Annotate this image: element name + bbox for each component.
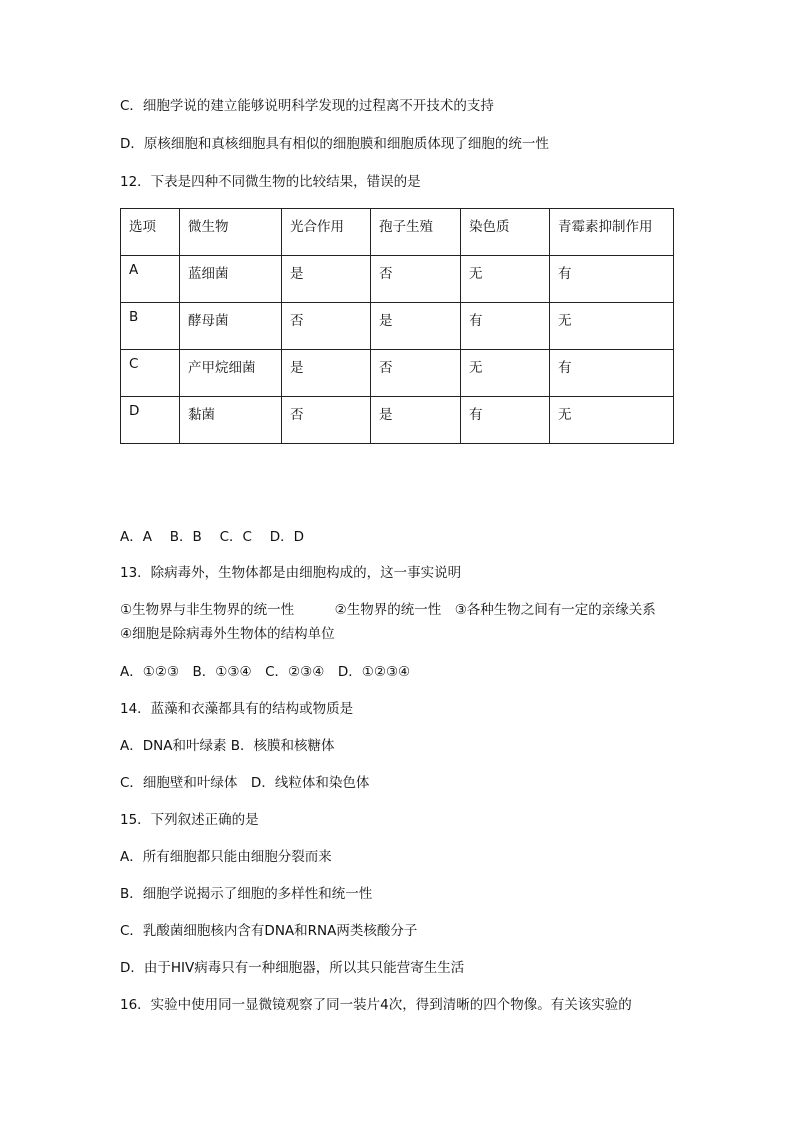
question-13-stem: 13．除病毒外，生物体都是由细胞构成的，这一事实说明: [120, 565, 462, 581]
table-cell: 是: [282, 350, 371, 397]
question-16-stem: 16．实验中使用同一显微镜观察了同一装片4次，得到清晰的四个物像。有关该实验的: [120, 997, 632, 1013]
table-cell: D: [121, 397, 180, 444]
table-header-cell: 光合作用: [282, 209, 371, 256]
table-cell: 有: [550, 350, 674, 397]
table-cell: 有: [461, 303, 550, 350]
question-14-stem: 14．蓝藻和衣藻都具有的结构或物质是: [120, 701, 354, 717]
table-cell: 否: [371, 256, 461, 303]
question-13-options: A．①②③ B．①③④ C．②③④ D．①②③④: [120, 664, 411, 680]
comparison-table: [120, 208, 674, 444]
table-cell: 无: [461, 256, 550, 303]
table-cell: 黏菌: [180, 397, 282, 444]
table-row: [121, 350, 674, 397]
question-12-options: A．A B．B C．C D．D: [120, 529, 305, 545]
table-cell: 无: [550, 397, 674, 444]
table-header-row: [121, 209, 674, 256]
table-header-cell: 选项: [121, 209, 180, 256]
question-14-options-ab: A．DNA和叶绿素 B．核膜和核糖体: [120, 738, 335, 754]
question-15-option-d: D．由于HIV病毒只有一种细胞器，所以其只能营寄生生活: [120, 960, 465, 976]
table-cell: 有: [461, 397, 550, 444]
question-12-stem: 12．下表是四种不同微生物的比较结果，错误的是: [120, 174, 421, 190]
table-header-cell: 孢子生殖: [371, 209, 461, 256]
table-row: [121, 397, 674, 444]
table-header-cell: 微生物: [180, 209, 282, 256]
question-15-option-b: B．细胞学说揭示了细胞的多样性和统一性: [120, 886, 373, 902]
table-cell: 是: [371, 397, 461, 444]
question-15-option-a: A．所有细胞都只能由细胞分裂而来: [120, 849, 332, 865]
question-15-option-c: C．乳酸菌细胞核内含有DNA和RNA两类核酸分子: [120, 923, 418, 939]
table-cell: 产甲烷细菌: [180, 350, 282, 397]
table-cell: C: [121, 350, 180, 397]
question-14-options-cd: C．细胞壁和叶绿体 D．线粒体和染色体: [120, 775, 370, 791]
table-cell: 无: [461, 350, 550, 397]
table-cell: A: [121, 256, 180, 303]
table-cell: 是: [371, 303, 461, 350]
table-header-cell: 青霉素抑制作用: [550, 209, 674, 256]
table-cell: 否: [282, 397, 371, 444]
table-cell: 酵母菌: [180, 303, 282, 350]
table-cell: 否: [371, 350, 461, 397]
line-q11-d: D．原核细胞和真核细胞具有相似的细胞膜和细胞质体现了细胞的统一性: [120, 136, 549, 152]
table-cell: 无: [550, 303, 674, 350]
table-row: [121, 303, 674, 350]
table-cell: 有: [550, 256, 674, 303]
table-header-cell: 染色质: [461, 209, 550, 256]
table-cell: 蓝细菌: [180, 256, 282, 303]
question-15-stem: 15．下列叙述正确的是: [120, 812, 259, 828]
line-q11-c: C．细胞学说的建立能够说明科学发现的过程离不开技术的支持: [120, 98, 494, 114]
table-cell: 是: [282, 256, 371, 303]
table-row: [121, 256, 674, 303]
table-cell: 否: [282, 303, 371, 350]
question-13-statements: ①生物界与非生物界的统一性 ②生物界的统一性 ③各种生物之间有一定的亲缘关系 ④细胞是除病毒外生物体的结构单位: [120, 602, 670, 642]
table-cell: B: [121, 303, 180, 350]
